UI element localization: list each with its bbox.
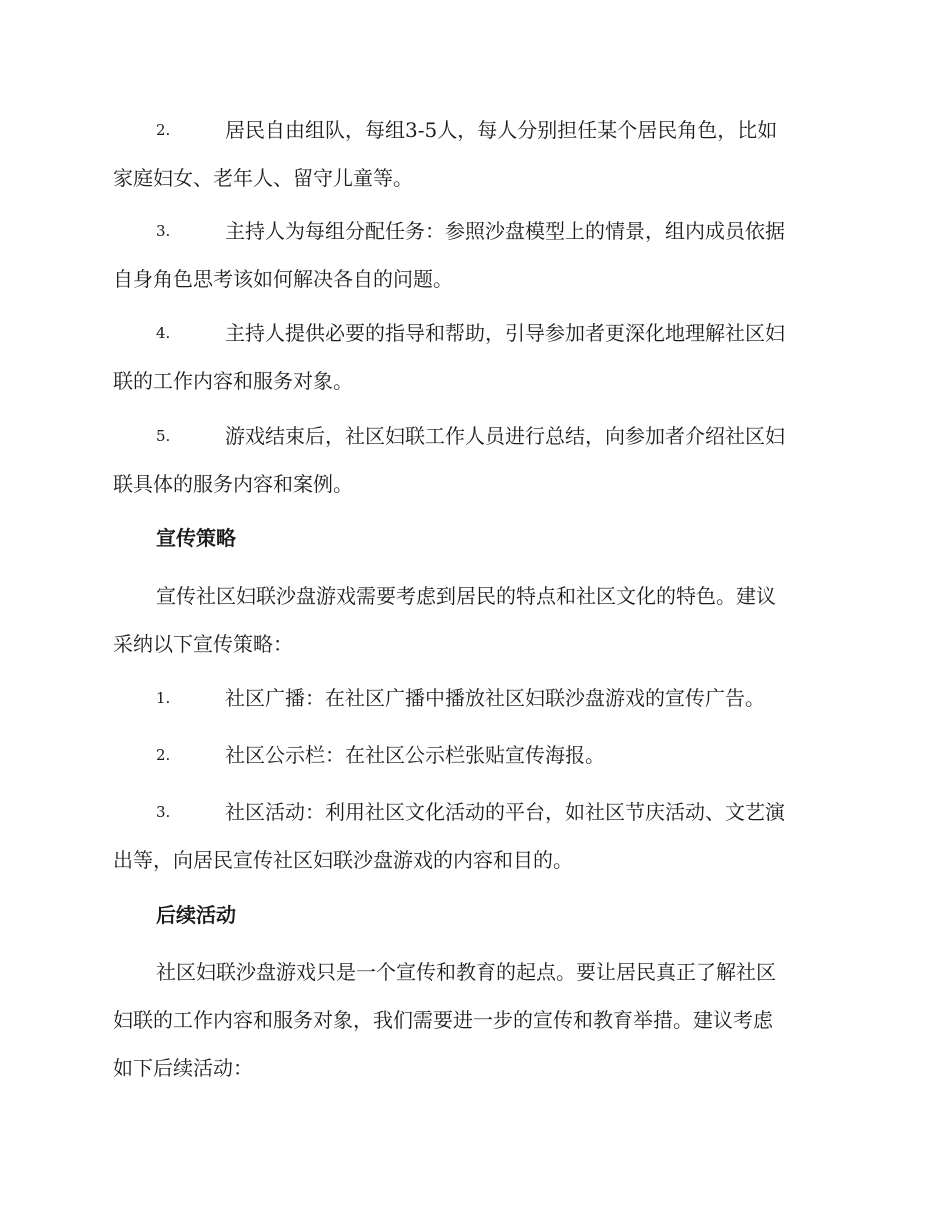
list-number: 3. [156, 222, 171, 240]
list-number: 4. [156, 324, 171, 342]
section-heading-followup [113, 891, 833, 939]
paragraph-line: 宣传社区妇联沙盘游戏需要考虑到居民的特点和社区文化的特色。建议 [156, 584, 776, 608]
list-item [113, 412, 833, 508]
list-item-text-cont: 自身角色思考该如何解决各自的问题。 [113, 267, 453, 291]
paragraph-line: 妇联的工作内容和服务对象，我们需要进一步的宣传和教育举措。建议考虑 [113, 1008, 773, 1032]
list-item-text: 居民自由组队，每组3-5人，每人分别担任某个居民角色，比如 [225, 118, 778, 142]
list-item-text: 游戏结束后，社区妇联工作人员进行总结，向参加者介绍社区妇 [225, 424, 785, 448]
list-item [113, 207, 833, 303]
list-item-text: 社区公示栏：在社区公示栏张贴宣传海报。 [225, 743, 605, 767]
list-item [113, 106, 833, 202]
list-number: 3. [156, 803, 171, 821]
paragraph-line: 采纳以下宣传策略： [113, 632, 293, 656]
section-heading: 后续活动 [156, 903, 236, 927]
section-heading-promo [113, 514, 833, 562]
list-number: 2. [156, 121, 171, 139]
paragraph [113, 948, 833, 1092]
list-number: 2. [156, 746, 171, 764]
list-item-text-cont: 家庭妇女、老年人、留守儿童等。 [113, 166, 413, 190]
paragraph [113, 572, 833, 668]
section-heading: 宣传策略 [156, 526, 236, 550]
list-item-text-cont: 联具体的服务内容和案例。 [113, 472, 353, 496]
list-item [113, 788, 833, 884]
list-item [113, 731, 833, 779]
list-item [113, 674, 833, 722]
list-item-text: 主持人为每组分配任务：参照沙盘模型上的情景，组内成员依据 [225, 219, 785, 243]
list-item-text: 社区活动：利用社区文化活动的平台，如社区节庆活动、文艺演 [225, 800, 785, 824]
list-item-text: 主持人提供必要的指导和帮助，引导参加者更深化地理解社区妇 [225, 321, 785, 345]
list-item [113, 309, 833, 405]
list-number: 5. [156, 427, 171, 445]
list-item-text-cont: 出等，向居民宣传社区妇联沙盘游戏的内容和目的。 [113, 848, 573, 872]
paragraph-line: 如下后续活动： [113, 1056, 253, 1080]
list-number: 1. [156, 689, 171, 707]
paragraph-line: 社区妇联沙盘游戏只是一个宣传和教育的起点。要让居民真正了解社区 [156, 960, 776, 984]
list-item-text: 社区广播：在社区广播中播放社区妇联沙盘游戏的宣传广告。 [225, 686, 765, 710]
list-item-text-cont: 联的工作内容和服务对象。 [113, 369, 353, 393]
